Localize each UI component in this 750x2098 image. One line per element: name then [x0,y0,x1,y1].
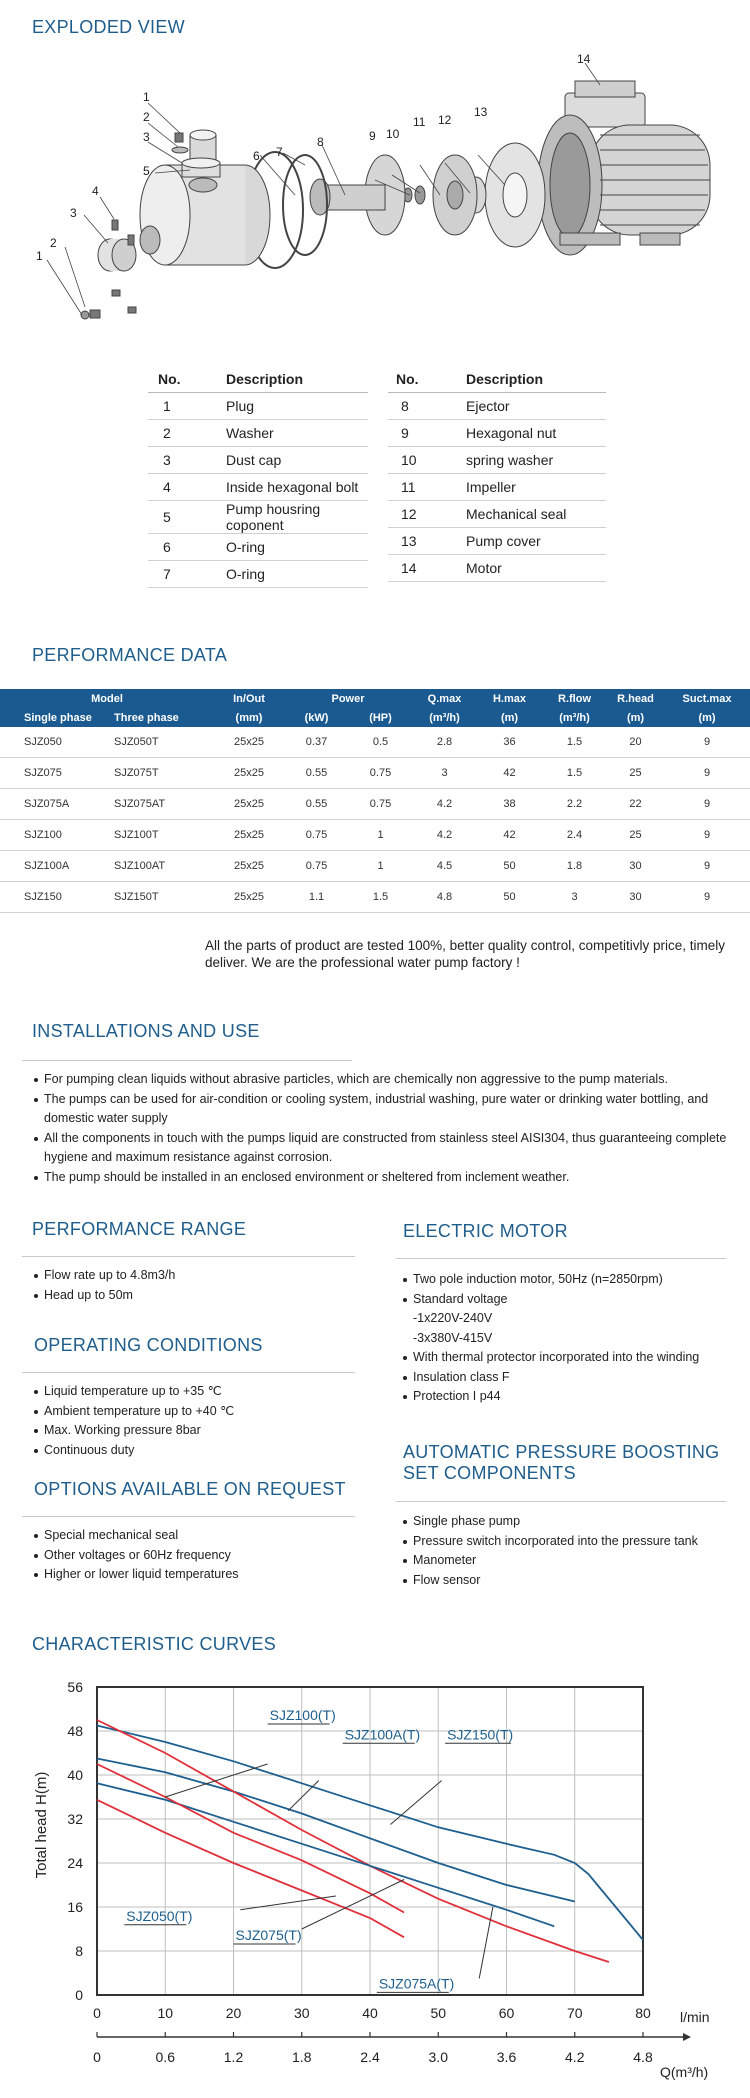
list-item: Special mechanical seal [32,1526,352,1546]
head-hmax: H.max [492,692,527,705]
parts-table-left [148,366,368,588]
part-desc: Hexagonal nut [466,420,606,447]
options-title: OPTIONS AVAILABLE ON REQUEST [34,1479,346,1499]
table-cell: 9 [664,789,750,820]
callout-10: 10 [386,127,400,141]
table-cell: 3 [412,758,477,789]
table-cell: 1 [349,851,412,882]
y-axis-label: Total head H(m) [33,1771,50,1879]
callout-3: 3 [143,130,150,144]
col-no-2: No. [388,366,466,393]
part-no: 13 [388,528,466,555]
table-row [148,501,368,534]
part-no: 3 [148,447,226,474]
part-no: 11 [388,474,466,501]
callout-6: 6 [253,149,260,163]
table-row [148,474,368,501]
installations-list [32,1070,737,1187]
table-cell: 25x25 [214,727,284,758]
table-cell: 1.5 [349,882,412,913]
x2-tick-label: 0.6 [155,2049,175,2065]
table-cell: 42 [477,758,542,789]
callout-7: 7 [276,145,283,159]
list-item: Other voltages or 60Hz frequency [32,1546,352,1566]
table-cell: 25x25 [214,789,284,820]
table-row [0,727,750,758]
electric-motor-list [401,1270,741,1407]
x-tick-label: 30 [293,2005,310,2021]
x-tick-label: 20 [225,2005,242,2021]
y-tick-label: 56 [67,1679,83,1695]
x-tick-label: 40 [362,2005,378,2021]
exploded-view-illustration [0,45,750,335]
table-cell: 22 [607,789,664,820]
table-cell: 0.55 [284,789,349,820]
x2-tick-label: 0 [93,2049,101,2065]
x2-tick-label: 4.8 [633,2049,653,2065]
table-row [0,882,750,913]
y-tick-label: 40 [67,1767,83,1783]
part-desc: Washer [226,420,368,447]
series-label: SJZ100(T) [269,1707,336,1723]
head-three-phase: Three phase [114,711,179,724]
table-cell: 9 [664,851,750,882]
part-desc: Ejector [466,393,606,420]
callout-11: 11 [413,115,426,129]
table-row [388,447,606,474]
list-item: Pressure switch incorporated into the pressure tank [401,1532,741,1552]
table-cell: 50 [477,851,542,882]
operating-conditions-list [32,1382,352,1460]
table-cell: SJZ075A [0,789,104,820]
head-rflow-unit: (m³/h) [559,711,590,724]
head-suct-unit: (m) [698,711,716,724]
head-m: (m) [500,711,519,724]
list-item: Higher or lower liquid temperatures [32,1565,352,1585]
table-cell: 4.2 [412,820,477,851]
electric-motor-title: ELECTRIC MOTOR [403,1221,568,1241]
series-line-sjz075t [97,1764,404,1913]
characteristic-curves-chart [0,1665,750,2095]
part-desc: O-ring [226,561,368,588]
table-row [0,851,750,882]
head-rhead: R.head [617,692,654,705]
part-no: 14 [388,555,466,582]
table-cell: 25 [607,820,664,851]
series-line-sjz100t [97,1759,575,1902]
x-tick-label: 60 [498,2005,515,2021]
table-cell: 2.4 [542,820,607,851]
part-no: 9 [388,420,466,447]
table-row [148,447,368,474]
col-description-2: Description [466,366,606,393]
callout-1: 1 [143,90,150,104]
x2-tick-label: 4.2 [565,2049,585,2065]
list-item: The pumps can be used for air-condition or cooling system, industrial washing, pure water or drinking water bottling, and domestic water supply [32,1090,737,1129]
table-cell: 25x25 [214,758,284,789]
table-cell: 0.55 [284,758,349,789]
table-row [0,820,750,851]
table-cell: SJZ150 [0,882,104,913]
table-cell: SJZ050 [0,727,104,758]
list-item: Liquid temperature up to +35 ℃ [32,1382,352,1402]
x2-tick-label: 1.8 [292,2049,312,2065]
head-hp: (HP) [369,711,392,724]
label-leader [288,1781,319,1811]
callout-13: 13 [474,105,488,119]
performance-range-title: PERFORMANCE RANGE [32,1219,247,1239]
list-item: Max. Working pressure 8bar [32,1421,352,1441]
table-cell: 4.2 [412,789,477,820]
table-row [388,393,606,420]
list-item: The pump should be installed in an enclosed environment or sheltered from inclement weather. [32,1168,737,1188]
list-item: Head up to 50m [32,1286,352,1306]
y-tick-label: 16 [67,1899,83,1915]
table-cell: SJZ075 [0,758,104,789]
head-rflow: R.flow [558,692,591,705]
table-cell: SJZ050T [104,727,214,758]
part-no: 10 [388,447,466,474]
options-list [32,1526,352,1585]
label-leader [240,1896,336,1910]
list-item: Insulation class F [401,1368,741,1388]
table-cell: SJZ075AT [104,789,214,820]
boosting-title: AUTOMATIC PRESSURE BOOSTING SET COMPONENTS [403,1442,720,1483]
head-single-phase: Single phase [24,711,92,724]
x-tick-label: 50 [430,2005,447,2021]
y-tick-label: 32 [67,1811,83,1827]
callout-14: 14 [577,52,591,66]
table-cell: 30 [607,882,664,913]
motor-drawing [538,81,710,255]
table-cell: 38 [477,789,542,820]
table-row [0,758,750,789]
performance-range-list [32,1266,352,1305]
part-desc: Mechanical seal [466,501,606,528]
table-cell: SJZ075T [104,758,214,789]
head-model: Model [91,692,123,705]
table-cell: SJZ100AT [104,851,214,882]
table-row [388,555,606,582]
table-cell: SJZ100A [0,851,104,882]
label-leader [390,1781,441,1825]
part-no: 12 [388,501,466,528]
col-no: No. [148,366,226,393]
table-cell: 1.5 [542,727,607,758]
parts-table-right [388,366,606,582]
table-cell: 2.8 [412,727,477,758]
performance-table [0,689,750,913]
list-item: Single phase pump [401,1512,741,1532]
operating-conditions-title: OPERATING CONDITIONS [34,1335,263,1355]
head-rhead-unit: (m) [626,711,645,724]
head-power: Power [331,692,365,705]
list-item: -3x380V-415V [413,1330,493,1345]
head-mm: (mm) [235,711,263,724]
y-tick-label: 8 [75,1943,83,1959]
series-label: SJZ150(T) [447,1726,514,1743]
x-tick-label: 0 [93,2005,101,2021]
table-cell: 25x25 [214,820,284,851]
head-qmax: Q.max [427,692,462,705]
table-row [388,501,606,528]
table-cell: 9 [664,820,750,851]
series-label: SJZ075A(T) [378,1975,455,1992]
table-cell: 0.37 [284,727,349,758]
table-cell: 1.5 [542,758,607,789]
x-tick-label: 80 [635,2005,651,2021]
boosting-list [401,1512,741,1590]
table-cell: 0.75 [349,758,412,789]
list-item: All the components in touch with the pumps liquid are constructed from stainless steel AISI304, thus guaranteeing complete hygiene and maximum resistance against corrosion. [32,1129,737,1168]
table-cell: 42 [477,820,542,851]
callout-3b: 3 [70,206,77,220]
characteristic-curves-title: CHARACTERISTIC CURVES [32,1634,276,1654]
list-item: Standard voltage [401,1290,741,1310]
callout-9: 9 [369,129,376,143]
y-tick-label: 0 [75,1987,83,2003]
list-item: Flow rate up to 4.8m3/h [32,1266,352,1286]
part-desc: Pump cover [466,528,606,555]
table-cell: 20 [607,727,664,758]
x2-tick-label: 2.4 [360,2049,380,2065]
table-row [148,393,368,420]
part-desc: Dust cap [226,447,368,474]
callout-1b: 1 [36,249,43,263]
list-item: Ambient temperature up to +40 ℃ [32,1402,352,1422]
axis-arrow [683,2033,691,2041]
table-cell: SJZ100T [104,820,214,851]
y-tick-label: 24 [67,1855,83,1871]
table-cell: 9 [664,727,750,758]
list-item: Protection I p44 [401,1387,741,1407]
table-cell: 50 [477,882,542,913]
table-cell: 0.75 [349,789,412,820]
x-axis-label-2: Q(m³/h) [660,2064,709,2080]
table-row [388,528,606,555]
table-cell: 1.1 [284,882,349,913]
part-no: 4 [148,474,226,501]
table-row [148,420,368,447]
x2-tick-label: 3.6 [496,2049,517,2065]
part-desc: Impeller [466,474,606,501]
series-label: SJZ075(T) [235,1927,302,1943]
series-label: SJZ050(T) [126,1907,193,1924]
part-desc: spring washer [466,447,606,474]
list-item: Continuous duty [32,1441,352,1461]
exploded-view-title: EXPLODED VIEW [32,17,185,37]
part-desc: Pump housring coponent [226,501,368,534]
performance-data-title: PERFORMANCE DATA [32,645,228,665]
table-cell: 0.75 [284,851,349,882]
series-line-sjz100at [97,1720,609,1962]
table-cell: 9 [664,882,750,913]
part-no: 1 [148,393,226,420]
x-tick-label: 70 [566,2005,583,2021]
head-kw: (kW) [304,711,329,724]
part-desc: O-ring [226,534,368,561]
y-tick-label: 48 [67,1723,83,1739]
list-item: Two pole induction motor, 50Hz (n=2850rpm) [401,1270,741,1290]
x2-tick-label: 3.0 [428,2049,448,2065]
table-cell: 25 [607,758,664,789]
x-tick-label: 10 [157,2005,174,2021]
callout-2b: 2 [50,236,57,250]
table-cell: 25x25 [214,882,284,913]
table-cell: 30 [607,851,664,882]
table-cell: SJZ100 [0,820,104,851]
table-cell: 0.5 [349,727,412,758]
part-desc: Motor [466,555,606,582]
list-item: For pumping clean liquids without abrasive particles, which are chemically non aggressive to the pump materials. [32,1070,737,1090]
label-leader [165,1764,267,1797]
series-label: SJZ100A(T) [344,1726,421,1743]
table-row [388,420,606,447]
table-row [148,534,368,561]
head-m3h: (m³/h) [429,711,460,724]
x-axis-label: l/min [680,2009,710,2025]
callout-2: 2 [143,110,150,124]
table-cell: 3 [542,882,607,913]
part-no: 2 [148,420,226,447]
part-no: 5 [148,501,226,534]
table-cell: 1 [349,820,412,851]
installations-title: INSTALLATIONS AND USE [32,1021,260,1041]
part-desc: Inside hexagonal bolt [226,474,368,501]
table-cell: 4.8 [412,882,477,913]
part-no: 6 [148,534,226,561]
list-item: Flow sensor [401,1571,741,1591]
table-row [148,561,368,588]
table-row [388,474,606,501]
table-cell: 9 [664,758,750,789]
callout-8: 8 [317,135,324,149]
table-cell: 4.5 [412,851,477,882]
part-no: 7 [148,561,226,588]
col-description: Description [226,366,368,393]
table-cell: 25x25 [214,851,284,882]
callout-12: 12 [438,113,452,127]
table-row [0,789,750,820]
callout-4: 4 [92,184,99,198]
quality-note: All the parts of product are tested 100%, better quality control, competitivly price, timely deliver. We are the professional water pump factory ! [205,938,725,970]
part-desc: Plug [226,393,368,420]
x2-tick-label: 1.2 [223,2049,244,2065]
list-item: With thermal protector incorporated into the winding [401,1348,741,1368]
table-cell: 2.2 [542,789,607,820]
table-cell: SJZ150T [104,882,214,913]
part-no: 8 [388,393,466,420]
callout-5: 5 [143,164,150,178]
head-inout: In/Out [233,692,265,705]
table-cell: 0.75 [284,820,349,851]
table-cell: 36 [477,727,542,758]
table-cell: 1.8 [542,851,607,882]
list-item: -1x220V-240V [413,1311,493,1325]
list-item: Manometer [401,1551,741,1571]
head-suctmax: Suct.max [682,692,732,705]
